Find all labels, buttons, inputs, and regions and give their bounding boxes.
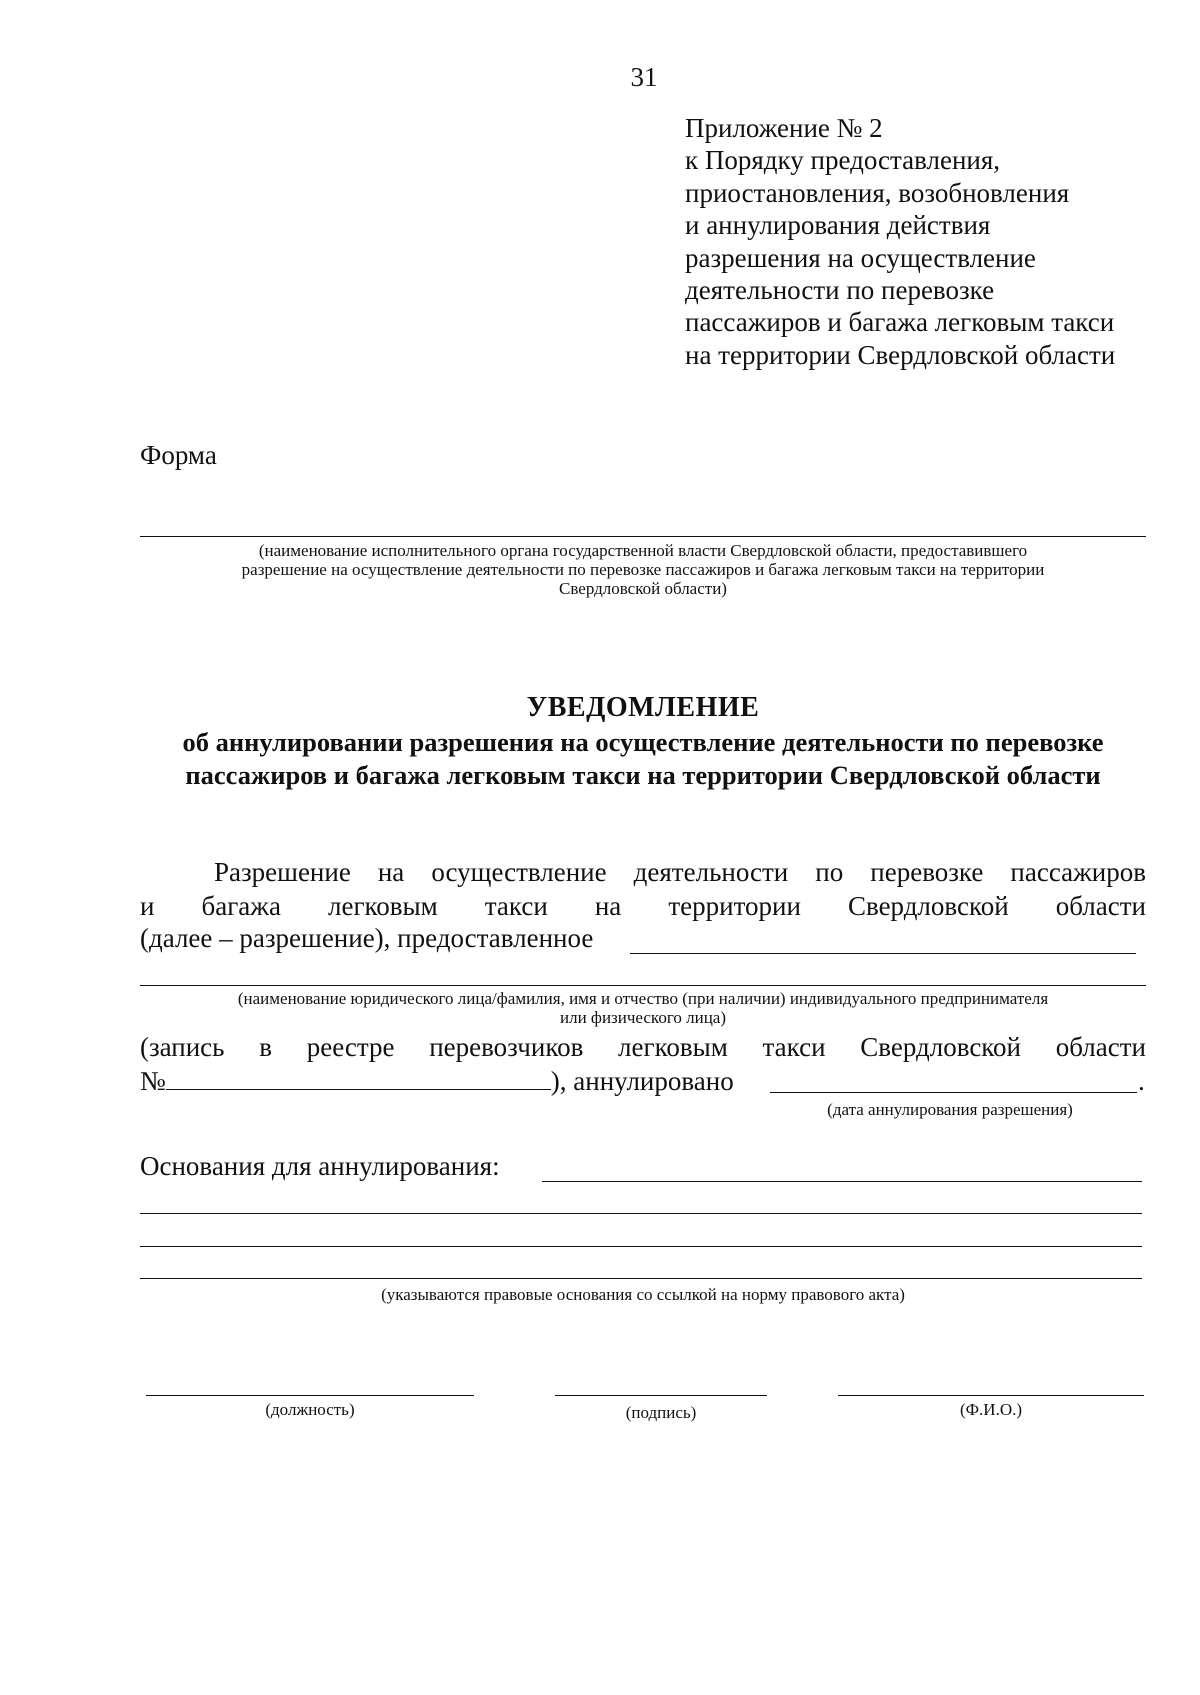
cancel-date-field[interactable]	[770, 1092, 1137, 1093]
authority-caption-line: (наименование исполнительного органа государственной власти Свердловской области, предоставившего	[258, 541, 1028, 560]
form-label: Форма	[140, 440, 217, 470]
signature-caption: (подпись)	[625, 1403, 697, 1422]
subtitle-line: пассажиров и багажа легковым такси на территории Свердловской области	[185, 760, 1101, 790]
appendix-line: разрешения на осуществление	[685, 242, 1036, 273]
grounds-field-line[interactable]	[542, 1181, 1142, 1182]
appendix-line: и аннулирования действия	[685, 210, 991, 241]
entity-field-line[interactable]	[140, 985, 1146, 986]
document-heading: УВЕДОМЛЕНИЕ	[526, 692, 760, 723]
period: .	[1138, 1066, 1145, 1096]
appendix-line: приостановления, возобновления	[685, 177, 1070, 208]
grounds-field-line[interactable]	[140, 1246, 1142, 1247]
appendix-line: на территории Свердловской области	[685, 339, 1116, 370]
name-field-line[interactable]	[838, 1395, 1144, 1396]
appendix-line: Приложение № 2	[685, 113, 883, 143]
grounds-caption: (указываются правовые основания со ссылкой на норму правового акта)	[381, 1285, 905, 1304]
appendix-line: к Порядку предоставления,	[685, 145, 1001, 176]
body-line-4: (запись в реестре перевозчиков легковым такси Свердловской области	[140, 1032, 1146, 1062]
grounds-field-line[interactable]	[140, 1213, 1142, 1214]
document-subtitle	[140, 726, 1146, 792]
position-caption: (должность)	[265, 1400, 355, 1419]
body-line-3	[140, 923, 593, 954]
page-number: 31	[630, 62, 658, 92]
appendix-line: пассажиров и багажа легковым такси	[685, 307, 1115, 338]
subtitle-line: об аннулировании разрешения на осуществление деятельности по перевозке	[182, 727, 1104, 757]
entity-caption-line: (наименование юридического лица/фамилия, имя и отчество (при наличии) индивидуального предпринимателя	[237, 989, 1049, 1008]
body-line-2: и багажа легковым такси на территории Свердловской области	[140, 891, 1146, 921]
cancelled-label: ), аннулировано	[550, 1066, 734, 1096]
grounds-field-line[interactable]	[140, 1278, 1142, 1279]
provided-to-field[interactable]	[630, 953, 1136, 954]
position-field-line[interactable]	[146, 1395, 474, 1396]
entity-caption-line: или физического лица)	[560, 1008, 726, 1027]
provided-label: (далее – разрешение), предоставленное	[140, 923, 594, 953]
authority-caption-line: Свердловской области)	[559, 579, 727, 598]
number-sign: №	[140, 1066, 166, 1096]
authority-field-line[interactable]	[140, 536, 1146, 537]
grounds-label: Основания для аннулирования:	[140, 1151, 500, 1181]
appendix-line: деятельности по перевозке	[685, 275, 995, 306]
authority-caption	[140, 541, 1146, 598]
date-caption: (дата аннулирования разрешения)	[827, 1100, 1073, 1119]
authority-caption-line: разрешение на осуществление деятельности по перевозке пассажиров и багажа легковым такси на территории	[241, 560, 1045, 579]
entity-caption	[140, 989, 1146, 1027]
registry-number-field[interactable]	[166, 1067, 551, 1090]
appendix-block	[685, 112, 1185, 371]
signature-field-line[interactable]	[555, 1395, 767, 1396]
body-line-1: Разрешение на осуществление деятельности по перевозке пассажиров	[214, 857, 1146, 887]
name-caption: (Ф.И.О.)	[959, 1400, 1023, 1419]
